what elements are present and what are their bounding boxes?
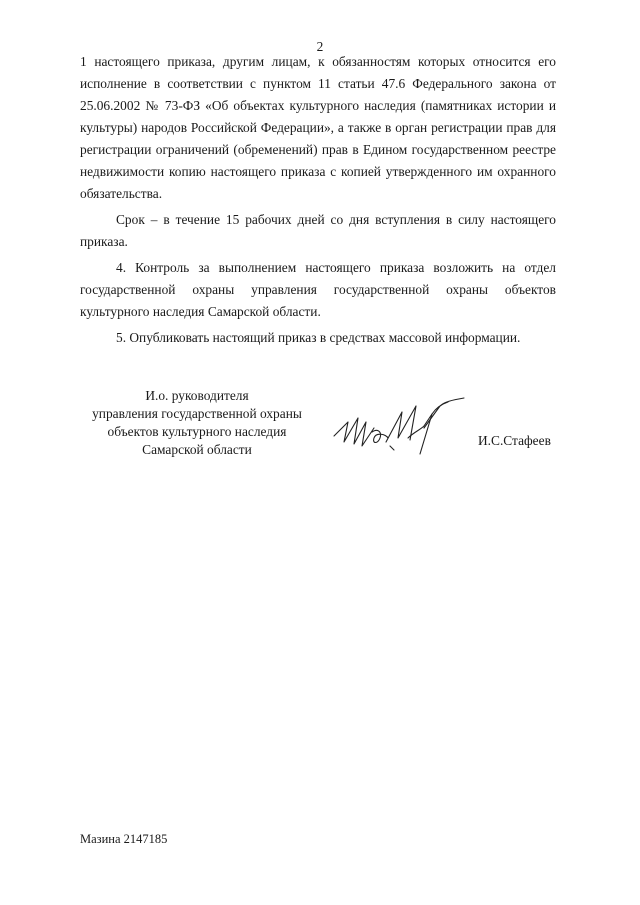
- signatory-title: [80, 387, 314, 459]
- signatory-title-line: объектов культурного наследия: [107, 424, 287, 439]
- handwritten-signature: [328, 392, 468, 462]
- page-number: 2: [316, 39, 324, 54]
- document-body: [80, 51, 556, 349]
- signatory-title-line: управления государственной охраны: [92, 406, 302, 421]
- signatory-title-line: Самарской области: [142, 442, 252, 457]
- signatory-title-line: И.о. руководителя: [145, 388, 249, 403]
- executor-contact: Мазина 2147185: [80, 832, 168, 846]
- paragraph-deadline: Срок – в течение 15 рабочих дней со дня вступления в силу настоящего приказа.: [80, 212, 556, 249]
- paragraph-continuation: 1 настоящего приказа, другим лицам, к обязанностям которых относится его исполнение в соответствии с пунктом 11 статьи 47.6 Федерального закона от 25.06.2002 № 73-ФЗ «Об объектах культурного наследия (памятниках истории и культуры) народов Российской Федерации», а также в орган регистрации прав для регистрации ограничений (обременений) прав в Едином государственном реестре недвижимости копию настоящего приказа с копией утвержденного им охранного обязательства.: [80, 54, 556, 201]
- paragraph-item-4: 4. Контроль за выполнением настоящего приказа возложить на отдел государственной охраны управления государственной охраны объектов культурного наследия Самарской области.: [80, 260, 556, 319]
- signer-name: И.С.Стафеев: [478, 433, 551, 448]
- paragraph-item-5: 5. Опубликовать настоящий приказ в средствах массовой информации.: [116, 330, 521, 345]
